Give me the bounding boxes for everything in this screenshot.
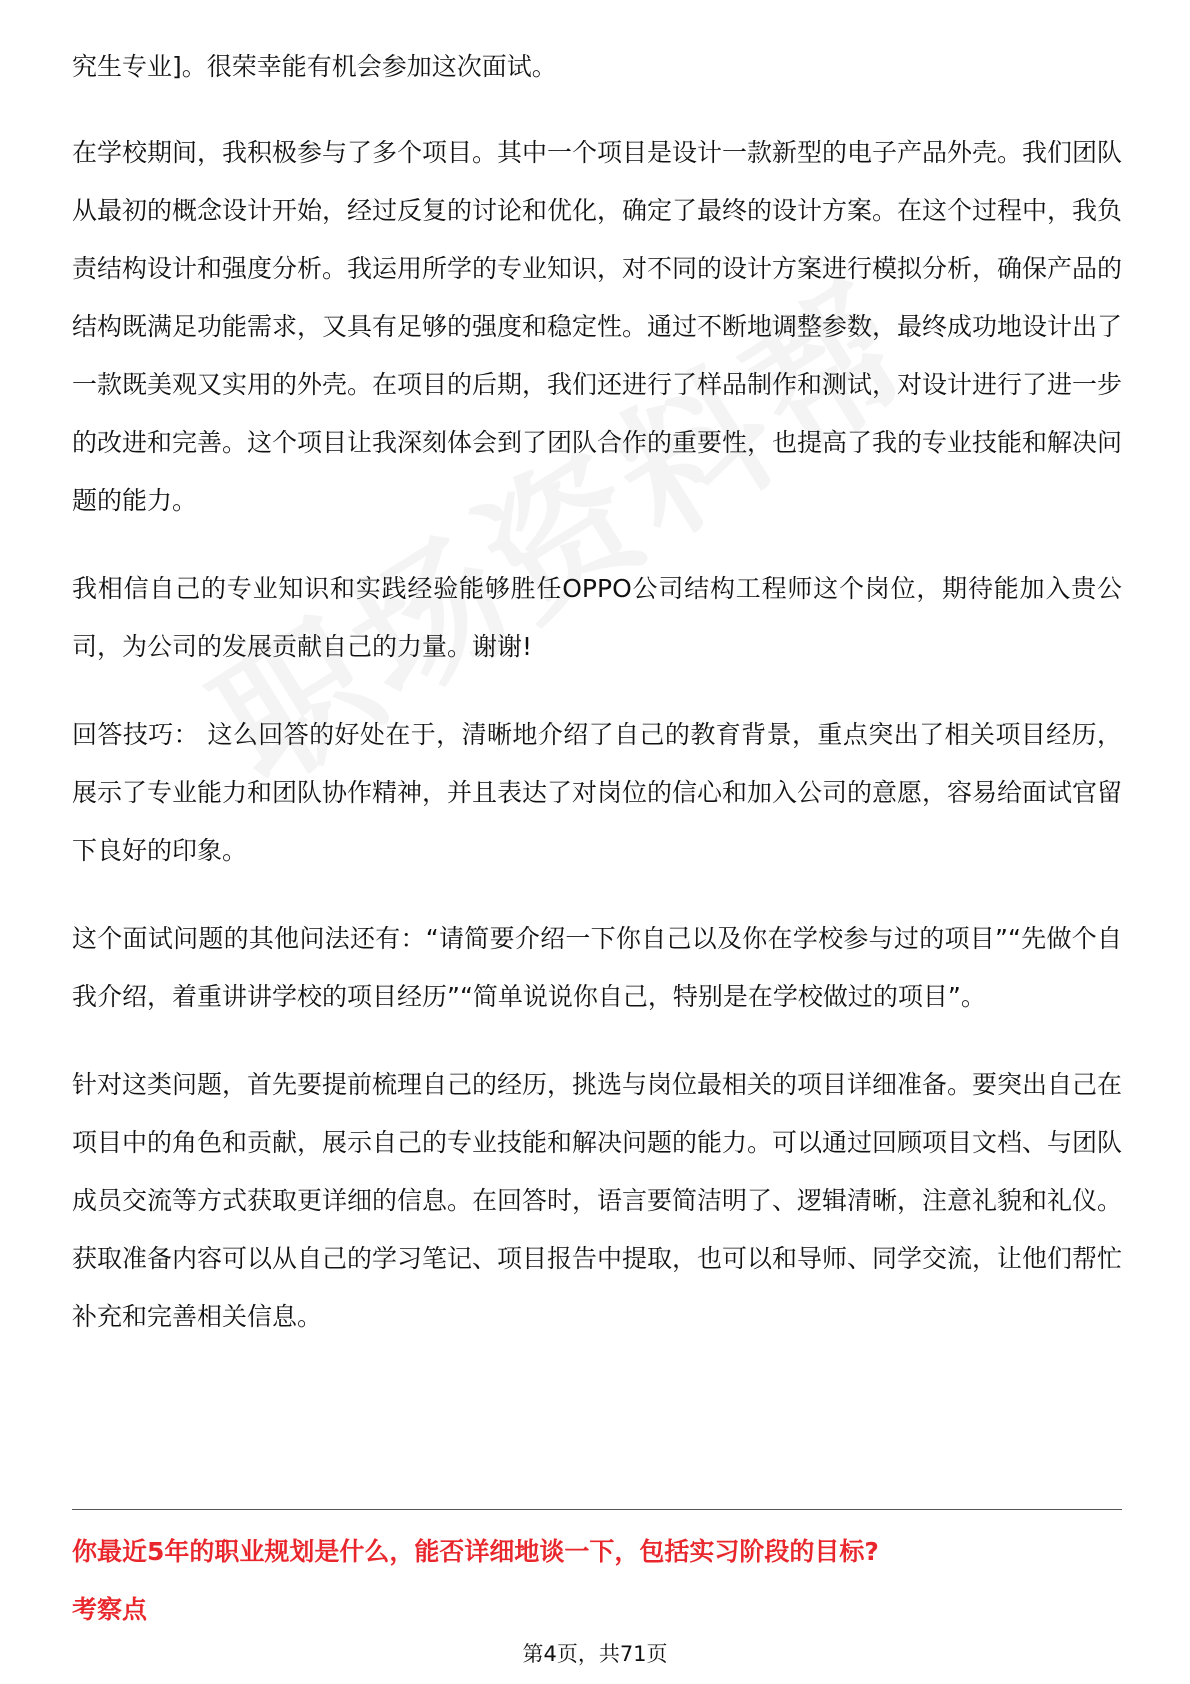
- paragraph-alternate-questions: 这个面试问题的其他问法还有：“请简要介绍一下你自己以及你在学校参与过的项目”“先做个自我介绍，着重讲讲学校的项目经历”“简单说说你自己，特别是在学校做过的项目”。: [72, 924, 1122, 1011]
- paragraph-project-experience: 在学校期间，我积极参与了多个项目。其中一个项目是设计一款新型的电子产品外壳。我们团队从最初的概念设计开始，经过反复的讨论和优化，确定了最终的设计方案。在这个过程中，我负责结构设计和强度分析。我运用所学的专业知识，对不同的设计方案进行模拟分析，确保产品的结构既满足功能需求，又具有足够的强度和稳定性。通过不断地调整参数，最终成功地设计出了一款既美观又实用的外壳。在项目的后期，我们还进行了样品制作和测试，对设计进行了进一步的改进和完善。这个项目让我深刻体会到了团队合作的重要性，也提高了我的专业技能和解决问题的能力。: [72, 138, 1123, 515]
- section-label-assessment-points: 考察点: [72, 1595, 148, 1624]
- document-body: [72, 38, 1122, 1376]
- page-number-footer: 第4页，共71页: [522, 1642, 668, 1666]
- paragraph-closing: 我相信自己的专业知识和实践经验能够胜任OPPO公司结构工程师这个岗位，期待能加入贵公司，为公司的发展贡献自己的力量。谢谢!: [72, 574, 1122, 661]
- question-heading: 你最近5年的职业规划是什么，能否详细地谈一下，包括实习阶段的目标?: [72, 1537, 879, 1566]
- section-divider: [72, 1509, 1122, 1510]
- paragraph-preparation-advice: 针对这类问题，首先要提前梳理自己的经历，挑选与岗位最相关的项目详细准备。要突出自己在项目中的角色和贡献，展示自己的专业技能和解决问题的能力。可以通过回顾项目文档、与团队成员交流等方式获取更详细的信息。在回答时，语言要简洁明了、逻辑清晰，注意礼貌和礼仪。获取准备内容可以从自己的学习笔记、项目报告中提取，也可以和导师、同学交流，让他们帮忙补充和完善相关信息。: [72, 1070, 1123, 1331]
- paragraph-answer-tips: 回答技巧： 这么回答的好处在于，清晰地介绍了自己的教育背景，重点突出了相关项目经历，展示了专业能力和团队协作精神，并且表达了对岗位的信心和加入公司的意愿，容易给面试官留下良好的印象。: [72, 720, 1123, 865]
- paragraph-intro-end: 究生专业]。很荣幸能有机会参加这次面试。: [72, 52, 557, 81]
